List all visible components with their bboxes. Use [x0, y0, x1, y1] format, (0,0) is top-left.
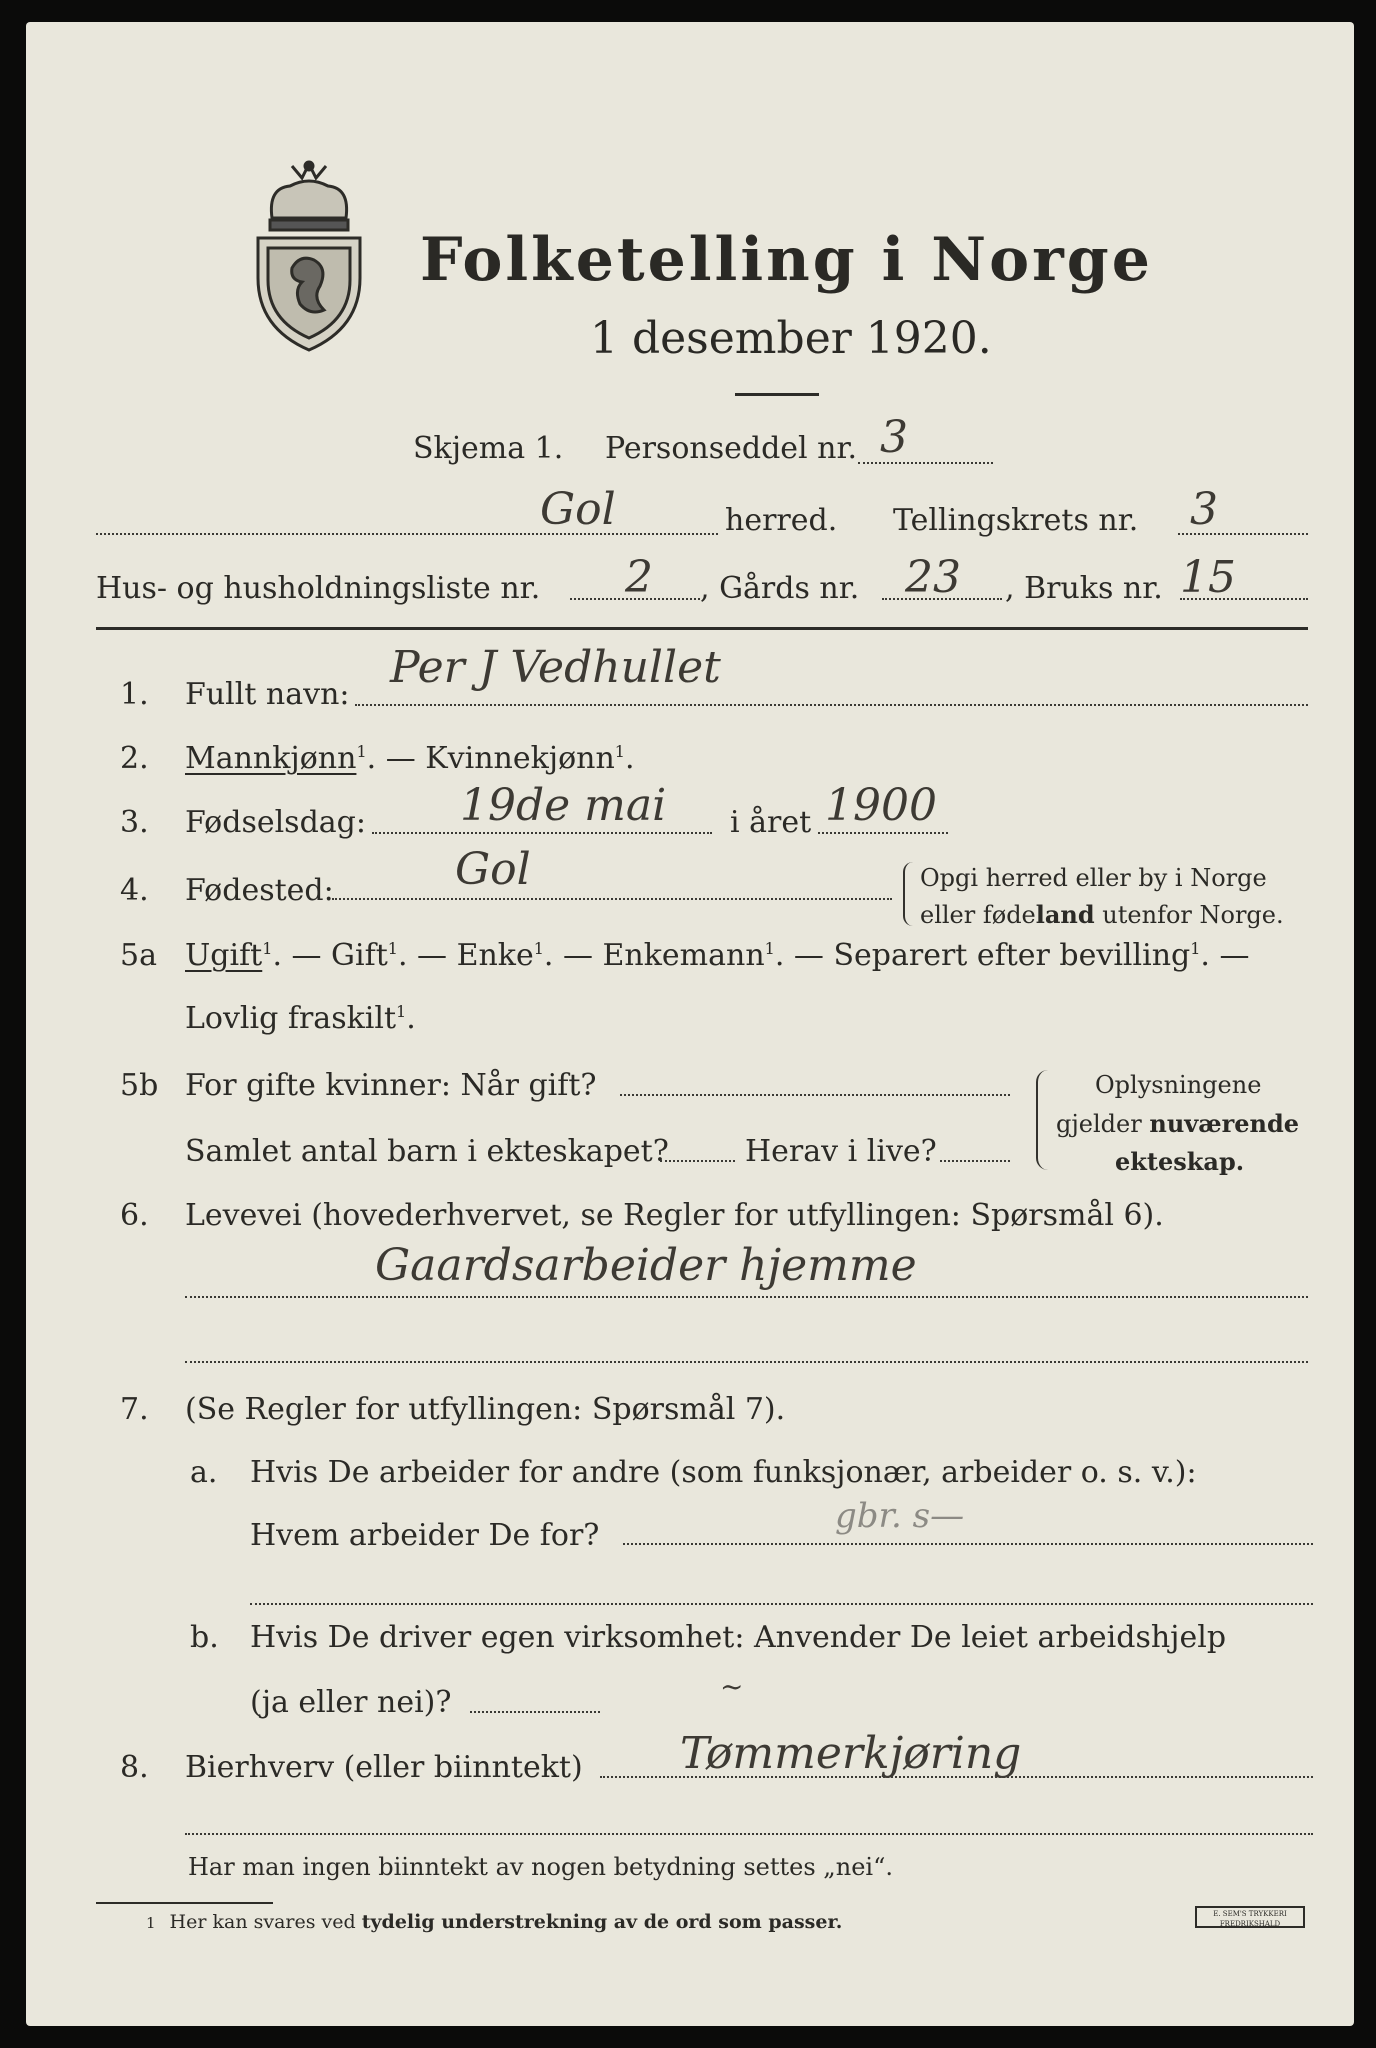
children-alive-label: Herav i live? [745, 1134, 937, 1169]
q6-label: Levevei (hovederhvervet, se Regler for utfyllingen: Spørsmål 6). [185, 1198, 1164, 1233]
employer-field-2[interactable] [250, 1603, 1313, 1605]
birth-year-value: 1900 [825, 780, 937, 831]
birth-year-field[interactable] [818, 832, 948, 834]
hired-help-field[interactable] [470, 1711, 600, 1713]
q5a-number: 5a [120, 938, 157, 973]
q7b-letter: b. [190, 1620, 219, 1655]
birthplace-note-2: eller fødeland utenfor Norge. [920, 900, 1284, 929]
ugift-option[interactable]: Ugift [185, 938, 263, 973]
hired-help-value: ~ [720, 1670, 744, 1703]
q1-label: Fullt navn: [185, 677, 350, 712]
q1-number: 1. [120, 677, 149, 712]
footnote-mark: 1 [614, 742, 625, 761]
form-title: Folketelling i Norge [420, 225, 1153, 295]
q8-label: Bierhverv (eller biinntekt) [185, 1750, 583, 1785]
birthplace-note-1: Opgi herred eller by i Norge [920, 864, 1267, 892]
footnote: 1 Her kan svares ved tydelig understrekning av de ord som passer. [146, 1911, 843, 1933]
q4-label: Fødested: [185, 873, 334, 908]
children-total-field[interactable] [660, 1160, 735, 1162]
children-total-label: Samlet antal barn i ekteskapet? [185, 1134, 669, 1169]
q7b-text: Hvis De driver egen virksomhet: Anvender De leiet arbeidshjelp [250, 1620, 1227, 1655]
full-name-value: Per J Vedhullet [390, 642, 721, 693]
hus-value: 2 [625, 552, 653, 603]
q4-number: 4. [120, 873, 149, 908]
bruks-label: , Bruks nr. [1005, 571, 1163, 606]
birthplace-field[interactable] [332, 898, 892, 900]
q2-end: . [624, 741, 635, 776]
gards-label: , Gårds nr. [700, 571, 860, 606]
lovlig-fraskilt-option[interactable]: Lovlig fraskilt$^1$. [185, 1001, 416, 1036]
hus-label: Hus- og husholdningsliste nr. [96, 571, 541, 606]
q7-label: (Se Regler for utfyllingen: Spørsmål 7). [185, 1392, 786, 1427]
q3-number: 3. [120, 805, 149, 840]
marriage-note-1: Oplysningene [1095, 1071, 1262, 1099]
enkemann-option[interactable]: Enkemann [602, 938, 765, 973]
employer-label: Hvem arbeider De for? [250, 1518, 600, 1553]
birthday-field[interactable] [372, 832, 712, 834]
personseddel-field[interactable] [858, 462, 993, 464]
herred-field[interactable] [96, 533, 718, 535]
side-income-field-2[interactable] [185, 1833, 1313, 1835]
skjema-label: Skjema 1. [413, 431, 564, 466]
nei-note: Har man ingen biinntekt av nogen betydning settes „nei“. [188, 1853, 893, 1881]
birthplace-brace [903, 862, 913, 926]
q7a-letter: a. [190, 1455, 218, 1490]
personseddel-value: 3 [880, 412, 908, 463]
birthplace-value: Gol [455, 844, 531, 895]
q6-number: 6. [120, 1198, 149, 1233]
marriage-note-3: ekteskap. [1115, 1147, 1245, 1176]
tellingskrets-label: Tellingskrets nr. [893, 503, 1139, 538]
q8-number: 8. [120, 1750, 149, 1785]
q2-options [185, 741, 635, 776]
married-when-label: For gifte kvinner: Når gift? [185, 1068, 597, 1103]
herred-value: Gol [540, 484, 616, 535]
gift-option[interactable]: Gift [331, 938, 388, 973]
side-income-value: Tømmerkjøring [680, 1728, 1022, 1779]
personseddel-label: Personseddel nr. [605, 431, 858, 466]
q3-label: Fødselsdag: [185, 805, 366, 840]
occupation-field-2[interactable] [185, 1361, 1308, 1363]
census-date: 1 desember 1920. [590, 313, 992, 364]
title-divider [735, 393, 819, 396]
employer-field[interactable] [623, 1543, 1313, 1545]
herred-label: herred. [725, 503, 838, 538]
q7a-text: Hvis De arbeider for andre (som funksjonær, arbeider o. s. v.): [250, 1455, 1197, 1490]
kvinnekjonn-option[interactable]: Kvinnekjønn [425, 741, 615, 776]
gards-value: 23 [905, 552, 961, 603]
full-name-field[interactable] [355, 704, 1308, 706]
occupation-value: Gaardsarbeider hjemme [375, 1240, 917, 1291]
q7-number: 7. [120, 1392, 149, 1427]
mannkjonn-option[interactable]: Mannkjønn [185, 741, 357, 776]
hired-help-label: (ja eller nei)? [250, 1685, 452, 1720]
year-label: i året [730, 805, 812, 840]
married-when-field[interactable] [620, 1094, 1010, 1096]
marriage-brace [1036, 1070, 1048, 1170]
q2-separator: . — [366, 741, 426, 776]
occupation-field[interactable] [185, 1296, 1308, 1298]
marital-status-options: Ugift$^1$. — Gift$^1$. — Enke$^1$. — Enkemann$^1$. — Separert efter bevilling$^1$. — [185, 938, 1250, 973]
marriage-note-2: gjelder nuværende [1056, 1109, 1300, 1138]
enke-option[interactable]: Enke [456, 938, 534, 973]
separert-option[interactable]: Separert efter bevilling [833, 938, 1191, 973]
children-alive-field[interactable] [940, 1160, 1010, 1162]
q2-number: 2. [120, 741, 149, 776]
employer-value: gbr. s— [835, 1496, 965, 1536]
q5b-number: 5b [120, 1068, 159, 1103]
norwegian-coat-of-arms-icon [250, 158, 368, 354]
birthday-value: 19de mai [460, 780, 667, 831]
bruks-value: 15 [1180, 552, 1236, 603]
footnote-mark: 1 [356, 742, 367, 761]
printer-stamp: E. SEM'S TRYKKERI FREDRIKSHALD [1195, 1906, 1305, 1928]
footnote-divider [96, 1902, 273, 1904]
tellingskrets-value: 3 [1190, 484, 1218, 535]
header-divider [96, 627, 1308, 630]
